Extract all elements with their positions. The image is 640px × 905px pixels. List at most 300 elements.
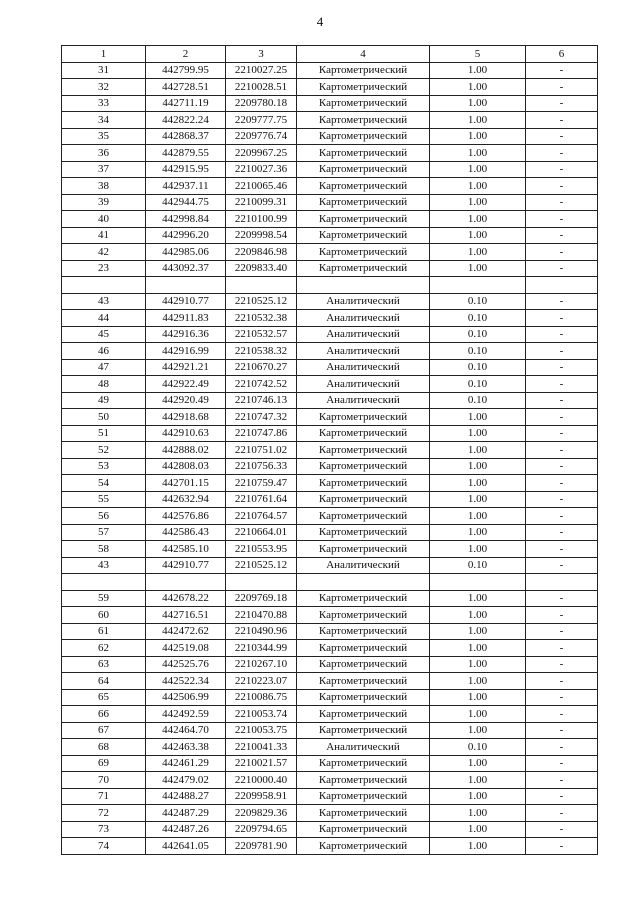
cell-method: Картометрический bbox=[297, 541, 430, 558]
table-row bbox=[62, 310, 598, 327]
cell-x: 442921.21 bbox=[146, 359, 226, 376]
cell-notes: - bbox=[526, 211, 598, 228]
table-row bbox=[62, 376, 598, 393]
cell-accuracy: 1.00 bbox=[430, 607, 526, 624]
cell-notes: - bbox=[526, 689, 598, 706]
table-row bbox=[62, 343, 598, 360]
cell-x: 442922.49 bbox=[146, 376, 226, 393]
cell-y bbox=[226, 277, 297, 294]
cell-notes: - bbox=[526, 128, 598, 145]
cell-notes: - bbox=[526, 821, 598, 838]
table-row bbox=[62, 821, 598, 838]
cell-point-number: 37 bbox=[62, 161, 146, 178]
cell-notes: - bbox=[526, 425, 598, 442]
cell-point-number bbox=[62, 574, 146, 591]
cell-method: Аналитический bbox=[297, 392, 430, 409]
cell-notes: - bbox=[526, 491, 598, 508]
cell-y: 2209781.90 bbox=[226, 838, 297, 855]
cell-y: 2210742.52 bbox=[226, 376, 297, 393]
cell-notes: - bbox=[526, 755, 598, 772]
cell-method: Картометрический bbox=[297, 508, 430, 525]
cell-point-number: 67 bbox=[62, 722, 146, 739]
cell-y: 2210751.02 bbox=[226, 442, 297, 459]
cell-notes: - bbox=[526, 376, 598, 393]
coordinates-table-body bbox=[62, 46, 598, 855]
table-row bbox=[62, 590, 598, 607]
table-row bbox=[62, 244, 598, 261]
cell-x: 442678.22 bbox=[146, 590, 226, 607]
cell-accuracy: 1.00 bbox=[430, 161, 526, 178]
cell-point-number: 56 bbox=[62, 508, 146, 525]
cell-accuracy: 1.00 bbox=[430, 689, 526, 706]
cell-accuracy: 0.10 bbox=[430, 376, 526, 393]
cell-point-number: 61 bbox=[62, 623, 146, 640]
cell-notes: - bbox=[526, 392, 598, 409]
cell-x: 442822.24 bbox=[146, 112, 226, 129]
table-row bbox=[62, 112, 598, 129]
cell-method: Аналитический bbox=[297, 293, 430, 310]
cell-y: 2210028.51 bbox=[226, 79, 297, 96]
cell-point-number: 46 bbox=[62, 343, 146, 360]
cell-x: 442910.63 bbox=[146, 425, 226, 442]
cell-notes: - bbox=[526, 788, 598, 805]
cell-notes: - bbox=[526, 838, 598, 855]
cell-method bbox=[297, 574, 430, 591]
cell-point-number: 69 bbox=[62, 755, 146, 772]
table-row bbox=[62, 739, 598, 756]
cell-point-number: 50 bbox=[62, 409, 146, 426]
cell-accuracy: 1.00 bbox=[430, 673, 526, 690]
cell-accuracy: 1.00 bbox=[430, 79, 526, 96]
table-row bbox=[62, 326, 598, 343]
cell-notes: - bbox=[526, 805, 598, 822]
cell-method: Картометрический bbox=[297, 112, 430, 129]
cell-y: 2210099.31 bbox=[226, 194, 297, 211]
cell-x: 442576.86 bbox=[146, 508, 226, 525]
cell-point-number: 66 bbox=[62, 706, 146, 723]
table-row bbox=[62, 623, 598, 640]
cell-method: Картометрический bbox=[297, 161, 430, 178]
table-row bbox=[62, 706, 598, 723]
cell-x: 442915.95 bbox=[146, 161, 226, 178]
cell-x: 442487.26 bbox=[146, 821, 226, 838]
cell-point-number: 32 bbox=[62, 79, 146, 96]
cell-y: 2210223.07 bbox=[226, 673, 297, 690]
cell-method: Картометрический bbox=[297, 755, 430, 772]
cell-x: 442879.55 bbox=[146, 145, 226, 162]
cell-point-number: 72 bbox=[62, 805, 146, 822]
cell-point-number: 65 bbox=[62, 689, 146, 706]
cell-accuracy: 1.00 bbox=[430, 475, 526, 492]
cell-y: 2210000.40 bbox=[226, 772, 297, 789]
cell-method: Картометрический bbox=[297, 425, 430, 442]
cell-notes: - bbox=[526, 706, 598, 723]
cell-x: 442461.29 bbox=[146, 755, 226, 772]
cell-point-number: 36 bbox=[62, 145, 146, 162]
cell-method: Картометрический bbox=[297, 227, 430, 244]
cell-point-number: 53 bbox=[62, 458, 146, 475]
cell-method: Картометрический bbox=[297, 211, 430, 228]
cell-y: 2210490.96 bbox=[226, 623, 297, 640]
cell-y: 2210664.01 bbox=[226, 524, 297, 541]
cell-method: Картометрический bbox=[297, 194, 430, 211]
table-row bbox=[62, 557, 598, 574]
coordinates-table bbox=[61, 45, 598, 855]
table-row bbox=[62, 62, 598, 79]
table-row bbox=[62, 260, 598, 277]
cell-point-number: 74 bbox=[62, 838, 146, 855]
cell-point-number: 48 bbox=[62, 376, 146, 393]
cell-notes: - bbox=[526, 343, 598, 360]
table-row bbox=[62, 128, 598, 145]
cell-point-number: 51 bbox=[62, 425, 146, 442]
table-row bbox=[62, 607, 598, 624]
cell-notes: - bbox=[526, 161, 598, 178]
cell-x: 442799.95 bbox=[146, 62, 226, 79]
cell-notes: - bbox=[526, 623, 598, 640]
cell-notes: - bbox=[526, 409, 598, 426]
table-row bbox=[62, 194, 598, 211]
cell-x bbox=[146, 574, 226, 591]
cell-x: 442464.70 bbox=[146, 722, 226, 739]
cell-x: 442910.77 bbox=[146, 557, 226, 574]
table-row bbox=[62, 211, 598, 228]
cell-y: 2210553.95 bbox=[226, 541, 297, 558]
table-row bbox=[62, 805, 598, 822]
table-row bbox=[62, 161, 598, 178]
table-row bbox=[62, 838, 598, 855]
table-row bbox=[62, 392, 598, 409]
cell-y: 2209829.36 bbox=[226, 805, 297, 822]
cell-accuracy: 1.00 bbox=[430, 227, 526, 244]
cell-notes: - bbox=[526, 79, 598, 96]
column-header-point-number: 1 bbox=[62, 46, 146, 63]
cell-point-number: 44 bbox=[62, 310, 146, 327]
cell-point-number: 54 bbox=[62, 475, 146, 492]
cell-method: Картометрический bbox=[297, 689, 430, 706]
cell-accuracy: 1.00 bbox=[430, 409, 526, 426]
cell-method: Картометрический bbox=[297, 244, 430, 261]
cell-x: 442937.11 bbox=[146, 178, 226, 195]
cell-point-number: 35 bbox=[62, 128, 146, 145]
page-number: 4 bbox=[316, 14, 324, 29]
table-row bbox=[62, 541, 598, 558]
cell-y: 2210100.99 bbox=[226, 211, 297, 228]
cell-y: 2210053.74 bbox=[226, 706, 297, 723]
cell-x: 442492.59 bbox=[146, 706, 226, 723]
cell-accuracy: 1.00 bbox=[430, 524, 526, 541]
cell-accuracy: 1.00 bbox=[430, 656, 526, 673]
cell-accuracy: 1.00 bbox=[430, 590, 526, 607]
cell-y: 2209998.54 bbox=[226, 227, 297, 244]
cell-method: Картометрический bbox=[297, 95, 430, 112]
cell-method: Картометрический bbox=[297, 656, 430, 673]
cell-method: Картометрический bbox=[297, 62, 430, 79]
cell-accuracy: 1.00 bbox=[430, 541, 526, 558]
cell-accuracy: 1.00 bbox=[430, 788, 526, 805]
cell-method: Аналитический bbox=[297, 557, 430, 574]
cell-y: 2210759.47 bbox=[226, 475, 297, 492]
cell-y: 2210027.36 bbox=[226, 161, 297, 178]
cell-notes bbox=[526, 574, 598, 591]
cell-notes: - bbox=[526, 508, 598, 525]
table-row bbox=[62, 227, 598, 244]
cell-method: Картометрический bbox=[297, 788, 430, 805]
cell-x: 442472.62 bbox=[146, 623, 226, 640]
table-row bbox=[62, 673, 598, 690]
cell-y: 2210761.64 bbox=[226, 491, 297, 508]
cell-method: Картометрический bbox=[297, 805, 430, 822]
table-row bbox=[62, 359, 598, 376]
cell-accuracy: 1.00 bbox=[430, 178, 526, 195]
cell-accuracy: 1.00 bbox=[430, 755, 526, 772]
table-row bbox=[62, 788, 598, 805]
cell-point-number: 49 bbox=[62, 392, 146, 409]
cell-point-number: 55 bbox=[62, 491, 146, 508]
cell-accuracy: 1.00 bbox=[430, 128, 526, 145]
cell-y: 2210538.32 bbox=[226, 343, 297, 360]
cell-y: 2210021.57 bbox=[226, 755, 297, 772]
cell-accuracy: 1.00 bbox=[430, 821, 526, 838]
cell-accuracy: 1.00 bbox=[430, 145, 526, 162]
cell-method: Картометрический bbox=[297, 128, 430, 145]
cell-x: 442716.51 bbox=[146, 607, 226, 624]
cell-notes: - bbox=[526, 673, 598, 690]
cell-y: 2210086.75 bbox=[226, 689, 297, 706]
cell-x: 442985.06 bbox=[146, 244, 226, 261]
cell-method: Аналитический bbox=[297, 326, 430, 343]
cell-accuracy: 1.00 bbox=[430, 425, 526, 442]
cell-method: Аналитический bbox=[297, 376, 430, 393]
table-row bbox=[62, 491, 598, 508]
cell-point-number: 58 bbox=[62, 541, 146, 558]
cell-x: 442701.15 bbox=[146, 475, 226, 492]
cell-accuracy bbox=[430, 277, 526, 294]
cell-y: 2210746.13 bbox=[226, 392, 297, 409]
cell-y: 2209769.18 bbox=[226, 590, 297, 607]
cell-y: 2210525.12 bbox=[226, 293, 297, 310]
cell-accuracy: 1.00 bbox=[430, 211, 526, 228]
table-row bbox=[62, 293, 598, 310]
cell-notes: - bbox=[526, 640, 598, 657]
cell-y: 2209780.18 bbox=[226, 95, 297, 112]
table-row bbox=[62, 95, 598, 112]
cell-accuracy: 0.10 bbox=[430, 343, 526, 360]
cell-point-number: 73 bbox=[62, 821, 146, 838]
table-row bbox=[62, 574, 598, 591]
column-header-x: 2 bbox=[146, 46, 226, 63]
cell-notes: - bbox=[526, 244, 598, 261]
cell-y bbox=[226, 574, 297, 591]
cell-accuracy: 0.10 bbox=[430, 557, 526, 574]
cell-notes: - bbox=[526, 326, 598, 343]
cell-method: Картометрический bbox=[297, 607, 430, 624]
cell-point-number: 60 bbox=[62, 607, 146, 624]
cell-point-number: 34 bbox=[62, 112, 146, 129]
cell-x: 442998.84 bbox=[146, 211, 226, 228]
cell-notes: - bbox=[526, 656, 598, 673]
cell-x: 442920.49 bbox=[146, 392, 226, 409]
cell-method: Картометрический bbox=[297, 623, 430, 640]
cell-x: 442728.51 bbox=[146, 79, 226, 96]
cell-y: 2210267.10 bbox=[226, 656, 297, 673]
cell-y: 2210053.75 bbox=[226, 722, 297, 739]
cell-notes: - bbox=[526, 607, 598, 624]
cell-point-number: 52 bbox=[62, 442, 146, 459]
cell-x: 442711.19 bbox=[146, 95, 226, 112]
cell-y: 2210747.32 bbox=[226, 409, 297, 426]
column-header-method: 4 bbox=[297, 46, 430, 63]
cell-accuracy: 1.00 bbox=[430, 458, 526, 475]
column-header-accuracy: 5 bbox=[430, 46, 526, 63]
cell-method: Картометрический bbox=[297, 722, 430, 739]
cell-x: 442479.02 bbox=[146, 772, 226, 789]
table-row bbox=[62, 722, 598, 739]
table-row bbox=[62, 475, 598, 492]
table-row bbox=[62, 640, 598, 657]
cell-point-number: 71 bbox=[62, 788, 146, 805]
cell-method: Картометрический bbox=[297, 491, 430, 508]
cell-y: 2210027.25 bbox=[226, 62, 297, 79]
column-header-y: 3 bbox=[226, 46, 297, 63]
cell-accuracy: 1.00 bbox=[430, 62, 526, 79]
cell-y: 2210764.57 bbox=[226, 508, 297, 525]
cell-point-number: 23 bbox=[62, 260, 146, 277]
cell-notes: - bbox=[526, 557, 598, 574]
cell-point-number: 45 bbox=[62, 326, 146, 343]
cell-notes: - bbox=[526, 739, 598, 756]
cell-x: 442463.38 bbox=[146, 739, 226, 756]
cell-accuracy: 1.00 bbox=[430, 805, 526, 822]
table-row bbox=[62, 79, 598, 96]
cell-x: 442944.75 bbox=[146, 194, 226, 211]
table-row bbox=[62, 656, 598, 673]
cell-notes: - bbox=[526, 590, 598, 607]
cell-x: 442506.99 bbox=[146, 689, 226, 706]
cell-x: 442916.36 bbox=[146, 326, 226, 343]
cell-x bbox=[146, 277, 226, 294]
column-header-notes: 6 bbox=[526, 46, 598, 63]
table-header-row bbox=[62, 46, 598, 63]
cell-y: 2210041.33 bbox=[226, 739, 297, 756]
cell-point-number: 63 bbox=[62, 656, 146, 673]
cell-point-number: 43 bbox=[62, 293, 146, 310]
cell-point-number: 59 bbox=[62, 590, 146, 607]
cell-method: Картометрический bbox=[297, 178, 430, 195]
cell-method: Аналитический bbox=[297, 359, 430, 376]
cell-method: Картометрический bbox=[297, 260, 430, 277]
table-row bbox=[62, 277, 598, 294]
cell-point-number bbox=[62, 277, 146, 294]
table-row bbox=[62, 458, 598, 475]
cell-method: Картометрический bbox=[297, 458, 430, 475]
cell-method: Картометрический bbox=[297, 442, 430, 459]
table-row bbox=[62, 689, 598, 706]
cell-y: 2210756.33 bbox=[226, 458, 297, 475]
cell-y: 2210532.57 bbox=[226, 326, 297, 343]
cell-x: 442585.10 bbox=[146, 541, 226, 558]
cell-accuracy: 1.00 bbox=[430, 442, 526, 459]
cell-accuracy: 1.00 bbox=[430, 194, 526, 211]
cell-point-number: 33 bbox=[62, 95, 146, 112]
table-row bbox=[62, 524, 598, 541]
cell-notes bbox=[526, 277, 598, 294]
cell-x: 443092.37 bbox=[146, 260, 226, 277]
cell-point-number: 70 bbox=[62, 772, 146, 789]
cell-point-number: 68 bbox=[62, 739, 146, 756]
cell-accuracy: 0.10 bbox=[430, 392, 526, 409]
cell-y: 2209846.98 bbox=[226, 244, 297, 261]
cell-notes: - bbox=[526, 227, 598, 244]
cell-accuracy: 0.10 bbox=[430, 326, 526, 343]
cell-method bbox=[297, 277, 430, 294]
table-row bbox=[62, 409, 598, 426]
cell-x: 442641.05 bbox=[146, 838, 226, 855]
cell-method: Картометрический bbox=[297, 772, 430, 789]
table-row bbox=[62, 755, 598, 772]
cell-x: 442522.34 bbox=[146, 673, 226, 690]
cell-x: 442519.08 bbox=[146, 640, 226, 657]
cell-y: 2210525.12 bbox=[226, 557, 297, 574]
cell-notes: - bbox=[526, 541, 598, 558]
cell-method: Картометрический bbox=[297, 706, 430, 723]
cell-method: Картометрический bbox=[297, 475, 430, 492]
cell-notes: - bbox=[526, 145, 598, 162]
cell-y: 2209958.91 bbox=[226, 788, 297, 805]
cell-accuracy: 1.00 bbox=[430, 508, 526, 525]
cell-method: Картометрический bbox=[297, 590, 430, 607]
cell-accuracy: 0.10 bbox=[430, 739, 526, 756]
cell-notes: - bbox=[526, 194, 598, 211]
cell-notes: - bbox=[526, 772, 598, 789]
cell-notes: - bbox=[526, 95, 598, 112]
cell-method: Аналитический bbox=[297, 310, 430, 327]
cell-accuracy: 1.00 bbox=[430, 260, 526, 277]
cell-notes: - bbox=[526, 722, 598, 739]
cell-notes: - bbox=[526, 260, 598, 277]
cell-y: 2209967.25 bbox=[226, 145, 297, 162]
cell-accuracy: 1.00 bbox=[430, 640, 526, 657]
cell-point-number: 42 bbox=[62, 244, 146, 261]
cell-point-number: 57 bbox=[62, 524, 146, 541]
cell-y: 2210065.46 bbox=[226, 178, 297, 195]
cell-x: 442996.20 bbox=[146, 227, 226, 244]
cell-point-number: 43 bbox=[62, 557, 146, 574]
cell-method: Картометрический bbox=[297, 673, 430, 690]
cell-point-number: 41 bbox=[62, 227, 146, 244]
cell-method: Картометрический bbox=[297, 409, 430, 426]
cell-x: 442916.99 bbox=[146, 343, 226, 360]
cell-y: 2209794.65 bbox=[226, 821, 297, 838]
cell-notes: - bbox=[526, 442, 598, 459]
cell-accuracy bbox=[430, 574, 526, 591]
cell-notes: - bbox=[526, 475, 598, 492]
table-row bbox=[62, 508, 598, 525]
cell-method: Картометрический bbox=[297, 821, 430, 838]
cell-point-number: 64 bbox=[62, 673, 146, 690]
cell-x: 442888.02 bbox=[146, 442, 226, 459]
cell-point-number: 31 bbox=[62, 62, 146, 79]
cell-accuracy: 0.10 bbox=[430, 293, 526, 310]
cell-accuracy: 1.00 bbox=[430, 491, 526, 508]
cell-x: 442487.29 bbox=[146, 805, 226, 822]
cell-notes: - bbox=[526, 112, 598, 129]
cell-y: 2210470.88 bbox=[226, 607, 297, 624]
cell-accuracy: 1.00 bbox=[430, 838, 526, 855]
cell-notes: - bbox=[526, 458, 598, 475]
cell-x: 442918.68 bbox=[146, 409, 226, 426]
table-row bbox=[62, 178, 598, 195]
